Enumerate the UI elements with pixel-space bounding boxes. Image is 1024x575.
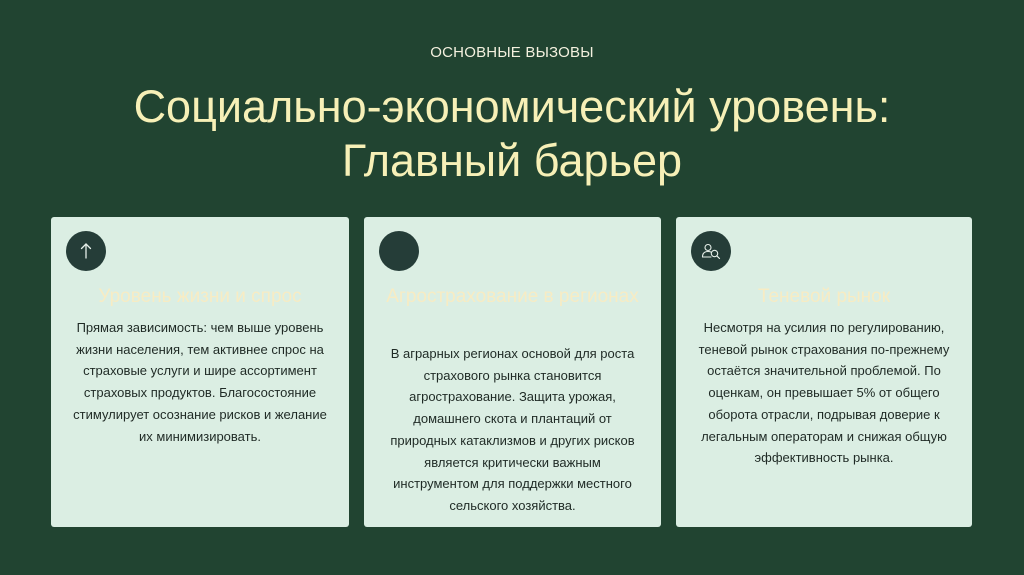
arrow-up-icon <box>66 231 106 271</box>
card-living-standard <box>51 217 349 527</box>
card-text: В аграрных регионах основой для роста страхового рынка становится агрострахование. Защита урожая, домашнего скота и плантаций от природных катаклизмов и других рисков является критически важным инструментом для поддержки местного сельского хозяйства. <box>390 346 635 513</box>
person-search-icon <box>691 231 731 271</box>
blank-icon <box>379 231 419 271</box>
card-shadow-market <box>676 217 972 527</box>
card-icon-badge <box>66 231 106 271</box>
kicker: ОСНОВНЫЕ ВЫЗОВЫ <box>430 44 594 61</box>
card-agro-insurance <box>364 217 661 527</box>
card-title: Уровень жизни и спрос <box>98 286 302 307</box>
card-text: Несмотря на усилия по регулированию, теневой рынок страхования по-прежнему остаётся значительной проблемой. По оценкам, он превышает 5% от общего оборота отрасли, подрывая доверие к легальным операторам и снижая общую эффективность рынка. <box>698 320 950 466</box>
card-icon-badge <box>379 231 419 271</box>
page-title <box>0 80 1024 188</box>
card-title: Теневой рынок <box>757 286 891 307</box>
card-title: Агрострахование в регионах <box>386 286 639 307</box>
card-icon-badge <box>691 231 731 271</box>
card-text: Прямая зависимость: чем выше уровень жизни населения, тем активнее спрос на страховые услуги и шире ассортимент страховых продуктов. Благосостояние стимулирует осознание рисков и желание их минимизировать. <box>73 320 327 444</box>
page-title-line-1: Социально-экономический уровень: <box>133 81 891 132</box>
page-title-line-2: Главный барьер <box>341 135 683 186</box>
